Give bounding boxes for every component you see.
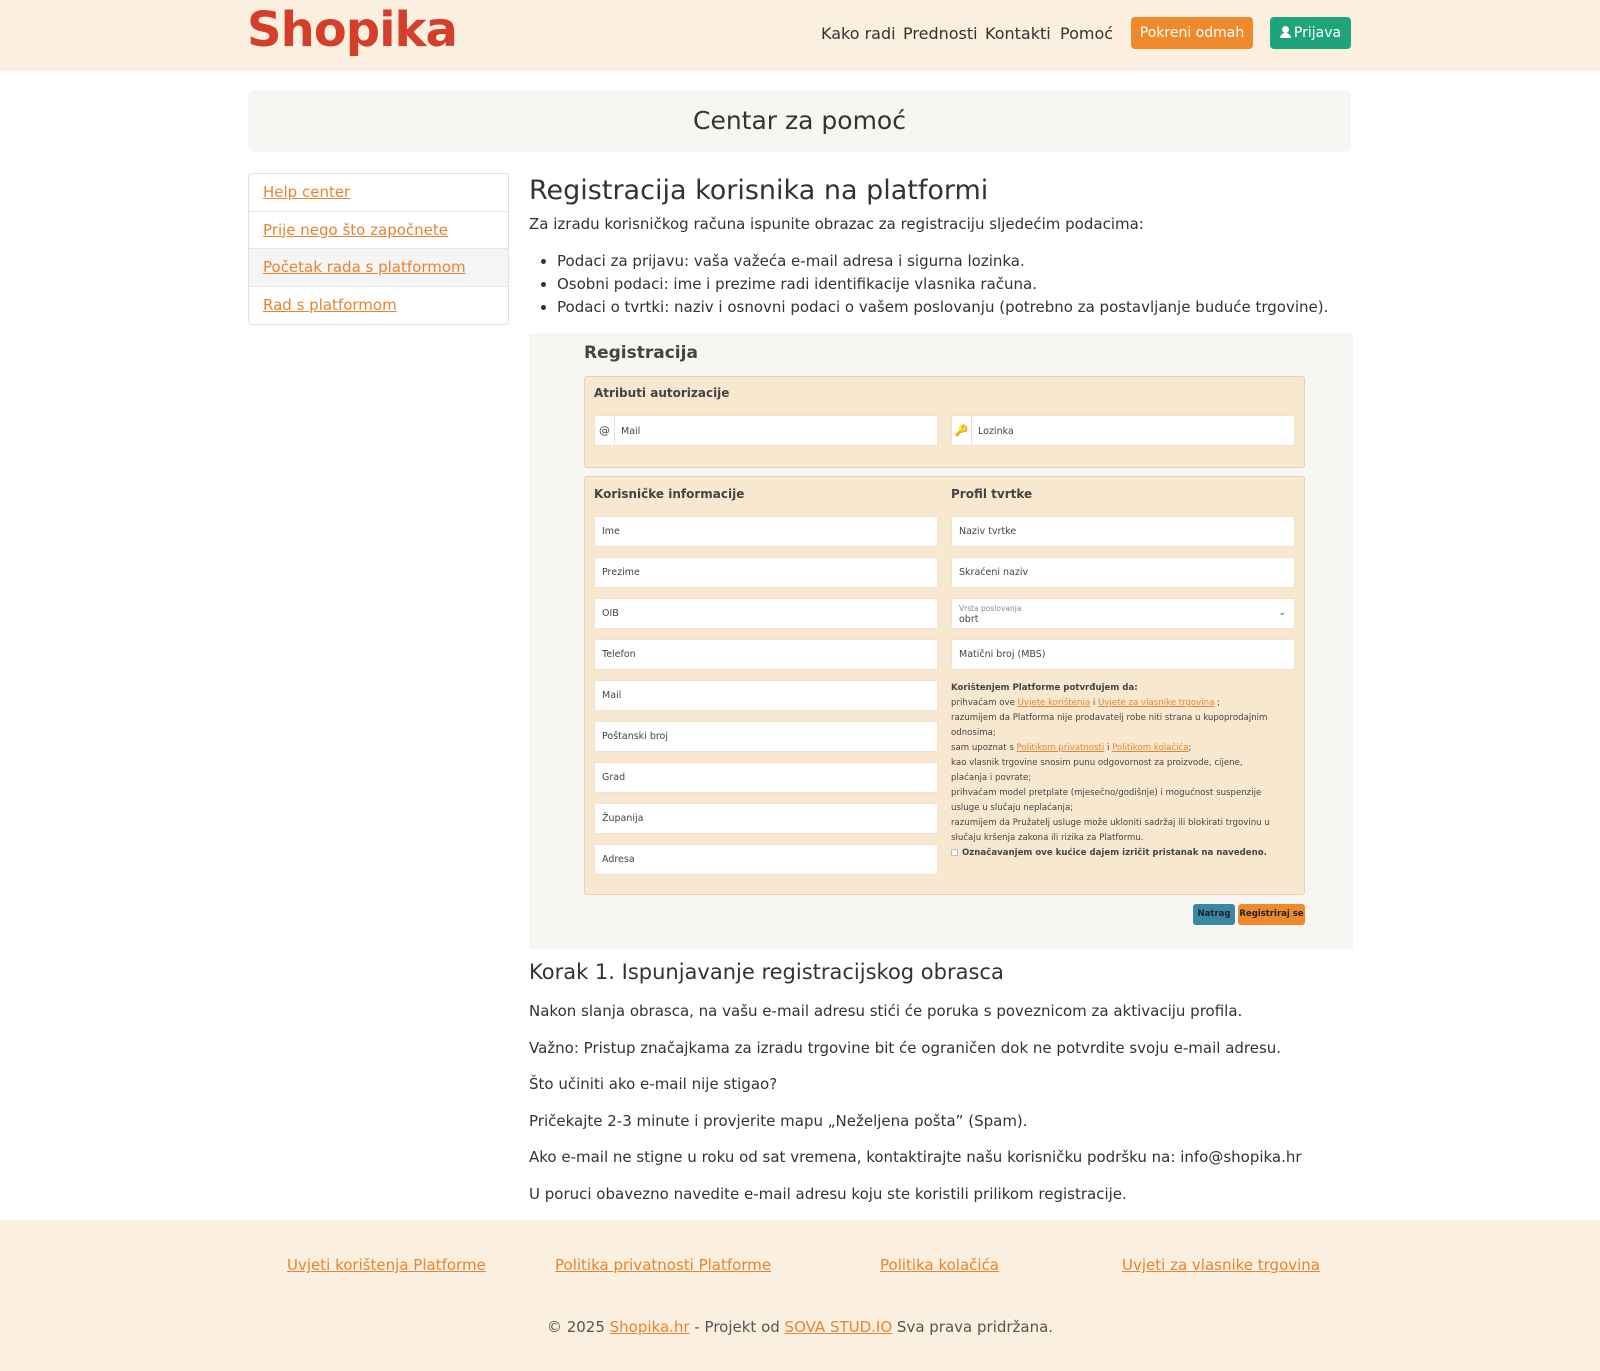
list-item: • Osobni podaci: ime i prezime radi identifikacije vlasnika računa.	[557, 273, 1328, 296]
article-intro: Za izradu korisničkog računa ispunite obrazac za registraciju sljedećim podacima:	[529, 215, 1144, 233]
page-title-box	[248, 90, 1351, 152]
sidebar-link-working[interactable]: Rad s platformom	[263, 295, 397, 314]
nav-prednosti[interactable]: Prednosti	[903, 24, 978, 43]
county-field: Županija	[594, 803, 938, 834]
paragraph: Nakon slanja obrasca, na vašu e-mail adresu stići će poruka s poveznicom za aktivaciju profila.	[529, 1002, 1243, 1020]
terms-line: kao vlasnik trgovine snosim punu odgovornost za proizvode, cijene, plaćanja i povrate;	[951, 758, 1243, 783]
postal-code-field: Poštanski broj	[594, 721, 938, 752]
back-button: Natrag	[1193, 904, 1235, 925]
help-sidebar	[248, 173, 509, 325]
paragraph: Važno: Pristup značajkama za izradu trgovine bit će ograničen dok ne potvrdite svoju e-mail adresu.	[529, 1039, 1282, 1057]
terms-line: razumijem da Pružatelj usluge može ukloniti sadržaj ili blokirati trgovinu u slučaju kršenja zakona ili rizika za Platformu.	[951, 818, 1270, 843]
step-heading: Korak 1. Ispunjavanje registracijskog obrasca	[529, 960, 1004, 984]
sidebar-item-working	[249, 287, 508, 325]
sidebar-link-help-center[interactable]: Help center	[263, 183, 351, 201]
sidebar-item-getting-started	[249, 249, 508, 287]
consent-checkbox	[951, 849, 958, 856]
paragraph: Ako e-mail ne stigne u roku od sat vremena, kontaktirajte našu korisničku podršku na: info@shopika.hr	[529, 1148, 1302, 1166]
phone-field: Telefon	[594, 639, 938, 670]
nav-pomoc[interactable]: Pomoć	[1060, 24, 1114, 43]
start-now-button[interactable]: Pokreni odmah	[1131, 17, 1253, 49]
terms-text: i	[1090, 698, 1099, 708]
sidebar-link-before-start[interactable]: Prije nego što započnete	[263, 220, 448, 239]
mbs-field: Matični broj (MBS)	[951, 639, 1295, 670]
privacy-policy-link: Politikom privatnosti	[1016, 743, 1105, 753]
login-button[interactable]	[1270, 17, 1351, 49]
terms-line	[951, 696, 1281, 711]
auth-panel-label: Atributi autorizacije	[594, 386, 730, 400]
logo[interactable]: Shopika	[247, 2, 457, 58]
footer-link-shop-owners[interactable]: Uvjeti za vlasnike trgovina	[1122, 1256, 1321, 1274]
list-item: • Podaci za prijavu: vaša važeća e-mail adresa i sigurna lozinka.	[557, 250, 1328, 273]
business-type-label: Vrsta poslovanja	[959, 604, 1022, 613]
user-icon	[1280, 26, 1291, 38]
key-icon: 🔑	[952, 416, 972, 446]
copyright-text: Sva prava pridržana.	[892, 1318, 1054, 1336]
paragraph: Što učiniti ako e-mail nije stigao?	[529, 1075, 778, 1093]
address-field: Adresa	[594, 844, 938, 875]
short-name-field: Skraćeni naziv	[951, 557, 1295, 588]
sidebar-item-help-center	[249, 174, 508, 212]
consent-text: Označavanjem ove kućice dajem izričit pristanak na navedeno.	[962, 848, 1267, 858]
password-input	[951, 415, 1295, 446]
paragraph: Pričekajte 2-3 minute i provjerite mapu „Neželjena pošta” (Spam).	[529, 1112, 1028, 1130]
register-button: Registriraj se	[1238, 904, 1305, 925]
footer-link-privacy[interactable]: Politika privatnosti Platforme	[555, 1256, 772, 1274]
consent-line	[951, 846, 1281, 861]
copyright-text: © 2025	[546, 1318, 610, 1336]
mail-input	[594, 415, 938, 446]
sidebar-link-getting-started[interactable]: Početak rada s platformom	[263, 258, 466, 276]
copyright	[0, 1318, 1600, 1336]
terms-text: sam upoznat s	[951, 743, 1017, 753]
sova-studio-link[interactable]: SOVA STUD.IO	[784, 1318, 893, 1336]
last-name-field: Prezime	[594, 557, 938, 588]
oib-field: OIB	[594, 598, 938, 629]
footer	[0, 1220, 1600, 1371]
top-navbar	[0, 0, 1600, 70]
at-icon: @	[595, 416, 615, 446]
terms-line: razumijem da Platforma nije prodavatelj robe niti strana u kupoprodajnim odnosima;	[951, 713, 1268, 738]
requirements-list	[557, 250, 1328, 319]
article-heading: Registracija korisnika na platformi	[529, 175, 989, 206]
terms-of-use-link: Uvjete korištenja	[1017, 698, 1091, 708]
page-title: Centar za pomoć	[693, 106, 906, 135]
list-item: • Podaci o tvrtki: naziv i osnovni podaci o vašem poslovanju (potrebno za postavljanje buduće trgovine).	[557, 296, 1328, 319]
company-profile-label: Profil tvrtke	[951, 487, 1033, 501]
login-label: Prijava	[1293, 25, 1342, 41]
terms-text: ;	[1214, 698, 1221, 708]
footer-link-terms[interactable]: Uvjeti korištenja Platforme	[287, 1256, 486, 1274]
sidebar-item-before-start	[249, 212, 508, 250]
chevron-down-icon: ⌄	[1278, 608, 1286, 618]
cookie-policy-link: Politikom kolačića	[1112, 743, 1189, 753]
company-name-field: Naziv tvrtke	[951, 516, 1295, 547]
copyright-text: - Projekt od	[689, 1318, 785, 1336]
business-type-value: obrt	[959, 614, 979, 625]
user-mail-field: Mail	[594, 680, 938, 711]
terms-text: ;	[1188, 743, 1192, 753]
nav-kontakti[interactable]: Kontakti	[985, 24, 1051, 43]
mail-placeholder: Mail	[621, 426, 641, 437]
shopika-link[interactable]: Shopika.hr	[609, 1318, 690, 1336]
terms-text: i	[1104, 743, 1113, 753]
user-info-label: Korisničke informacije	[594, 487, 745, 501]
terms-block	[951, 681, 1281, 861]
footer-link-cookies[interactable]: Politika kolačića	[880, 1256, 999, 1274]
business-type-select	[951, 598, 1295, 629]
terms-heading: Korištenjem Platforme potvrđujem da:	[951, 683, 1138, 693]
terms-line: prihvaćam model pretplate (mjesečno/godišnje) i mogućnost suspenzije usluge u slučaju neplaćanja;	[951, 788, 1262, 813]
paragraph: U poruci obavezno navedite e-mail adresu koju ste koristili prilikom registracije.	[529, 1185, 1127, 1203]
city-field: Grad	[594, 762, 938, 793]
first-name-field: Ime	[594, 516, 938, 547]
form-title: Registracija	[584, 343, 698, 363]
terms-text: prihvaćam ove	[951, 698, 1018, 708]
terms-line	[951, 741, 1281, 756]
nav-kako-radi[interactable]: Kako radi	[821, 24, 896, 43]
shop-owner-terms-link: Uvjete za vlasnike trgovina	[1098, 698, 1215, 708]
password-placeholder: Lozinka	[978, 426, 1014, 437]
